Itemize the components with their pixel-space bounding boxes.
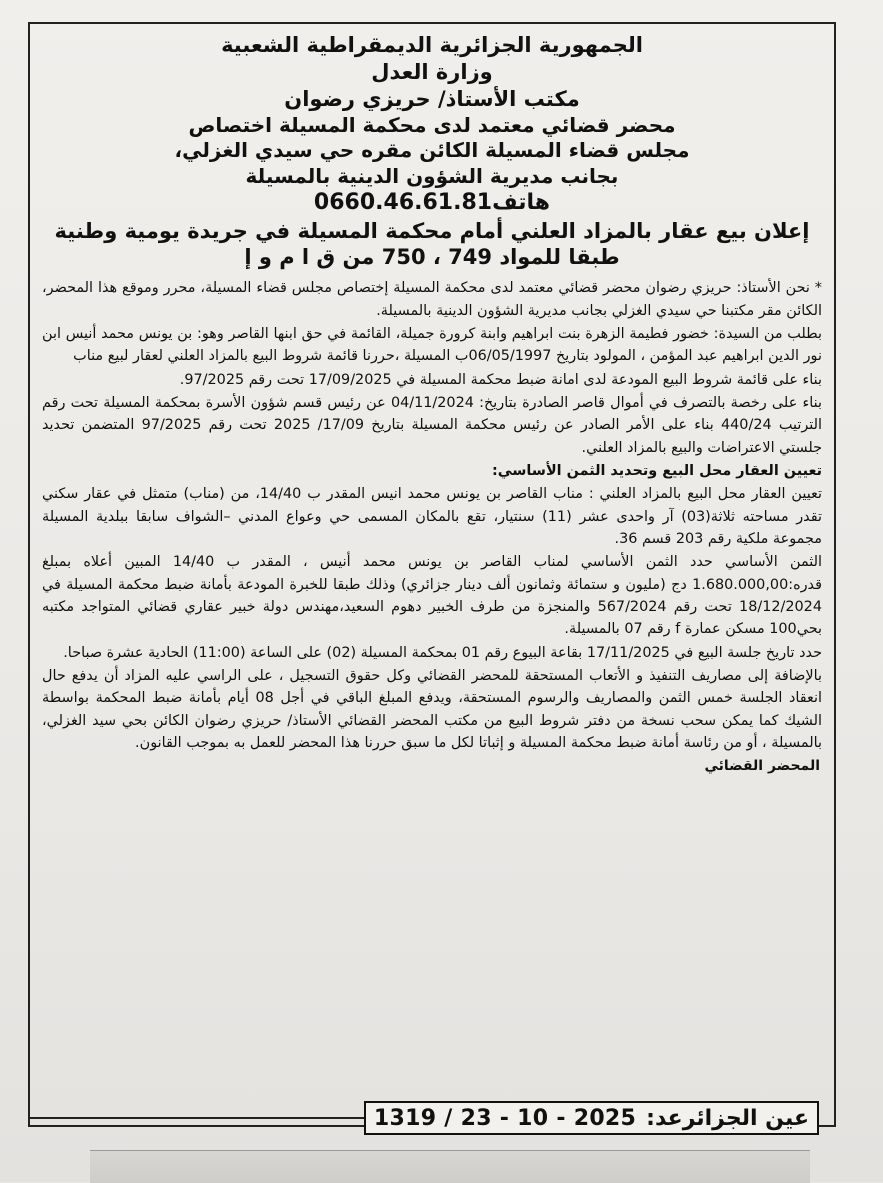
- office-title: مكتب الأستاذ/ حريزي رضوان: [284, 86, 580, 111]
- stamp-label: عين الجزائرعد:: [646, 1105, 809, 1131]
- stamp-number: 1319 / 23 - 10 - 2025: [373, 1105, 637, 1131]
- court-address: مجلس قضاء المسيلة الكائن مقره حي سيدي الغزلي،: [174, 138, 690, 163]
- publication-stamp: [364, 1101, 819, 1135]
- signature: المحضر القضائي: [704, 758, 820, 775]
- paragraph-property: تعيين العقار محل البيع بالمزاد العلني : مناب القاصر بن يونس محمد انيس المقدر ب 14/40، من (مناب) متمثل في عقار سكني تقدر مساحته ثلاثة(03) آر واحدى عشر (11) سنتيار، تقع بالمكان المسمى حي وعواع المدني –الشواف سابقا ببلدية المسيلة مجموعة ملكية رقم 203 قسم 36.: [42, 486, 822, 547]
- notice-header: [42, 32, 822, 271]
- bailiff-title: محضر قضائي معتمد لدى محكمة المسيلة اختصاص: [188, 112, 676, 137]
- paragraph-license: بناء على رخصة بالتصرف في أموال قاصر الصادرة بتاريخ: 04/11/2024 عن رئيس قسم شؤون الأسرة بمحكمة المسيلة تحت رقم الترتيب 440/24 بناء على الأمر الصادر عن رئيس محكمة المسيلة بتاريخ 17/09/ 2025 تحت رقم 97/2025 المتضمن تحديد جلستي الاعتراضات والبيع بالمزاد العلني.: [42, 394, 822, 456]
- announcement-title: إعلان بيع عقار بالمزاد العلني أمام محكمة المسيلة في جريدة يومية وطنية: [54, 218, 810, 243]
- paragraph-bailiff: * نحن الأستاذ: حريزي رضوان محضر قضائي معتمد لدى محكمة المسيلة إختصاص مجلس قضاء المسيلة، محرر وموقع هذا المحضر، الكائن مقر مكتبنا حي سيدي الغزلي بجانب مديرية الشؤون الدينية بالمسيلة.: [42, 280, 822, 319]
- paragraph-payment: بالإضافة إلى مصاريف التنفيذ و الأتعاب المستحقة للمحضر القضائي وكل حقوق التسجيل ، على الراسي عليه المزاد أن يدفع حال انعقاد الجلسة خمس الثمن والمصاريف والرسوم المستحقة، ويدفع المبلغ الباقي في أجل 08 أيام بأمانة ضبط المحكمة بواسطة الشيك كما يمكن سحب نسخة من دفتر شروط البيع من مكتب المحضر القضائي الأستاذ/ حريزي رضوان الكائن بحي سيد الغزلي، بالمسيلة ، أو من رئاسة أمانة ضبط محكمة المسيلة و إثباتا لكل ما سبق حررنا هذا المحضر للعمل به بموجب القانون.: [42, 667, 822, 751]
- paragraph-request: بطلب من السيدة: خضور فطيمة الزهرة بنت ابراهيم وابنة كرورة جميلة، القائمة في حق ابنها القاصر وهو: بن يونس محمد أنيس ابن نور الدين ابراهيم عبد المؤمن ، المولود بتاريخ 06/05/1997ب المسيلة ،حررنا قائمة شروط البيع بالمزاد العلني لعقار لبيع مناب: [42, 325, 822, 365]
- paragraph-conditions: بناء على قائمة شروط البيع المودعة لدى امانة ضبط محكمة المسيلة في 17/09/2025 تحت رقم 97/2025.: [179, 371, 822, 388]
- ministry-title: وزارة العدل: [371, 59, 493, 84]
- paragraph-session: حدد تاريخ جلسة البيع في 17/11/2025 بقاعة البيوع رقم 01 بمحكمة المسيلة (02) على الساعة (11:00) الحادية عشرة صباحا.: [63, 644, 822, 661]
- address-detail: بجانب مديرية الشؤون الدينية بالمسيلة: [245, 163, 619, 188]
- phone-number: هاتف0660.46.61.81: [313, 190, 551, 216]
- republic-title: الجمهورية الجزائرية الديمقراطية الشعبية: [221, 33, 643, 57]
- bottom-page-strip: [90, 1150, 810, 1183]
- legal-articles: طبقا للمواد 749 ، 750 من ق ا م و إ: [244, 245, 620, 270]
- section-heading: تعيين العقار محل البيع وتحديد الثمن الأساسي:: [491, 462, 822, 479]
- paragraph-price: الثمن الأساسي حدد الثمن الأساسي لمناب القاصر بن يونس محمد أنيس ، المقدر ب 14/40 المبين أعلاه بمبلغ قدره:1.680.000,00 دج (مليون و ستمائة وثمانون ألف دينار جزائري) وذلك طبقا للخبرة المودعة بأمانة ضبط محكمة المسيلة في 18/12/2024 تحت رقم 567/2024 والمنجزة من طرف الخبير دهوم السعيد،مهندس دولة خبير عقاري قضائي المتواجد مكتبه بحي100 مسكن عمارة f رقم 07 بالمسيلة.: [42, 554, 822, 638]
- notice-body: [42, 277, 822, 754]
- legal-notice-box: [28, 22, 836, 1127]
